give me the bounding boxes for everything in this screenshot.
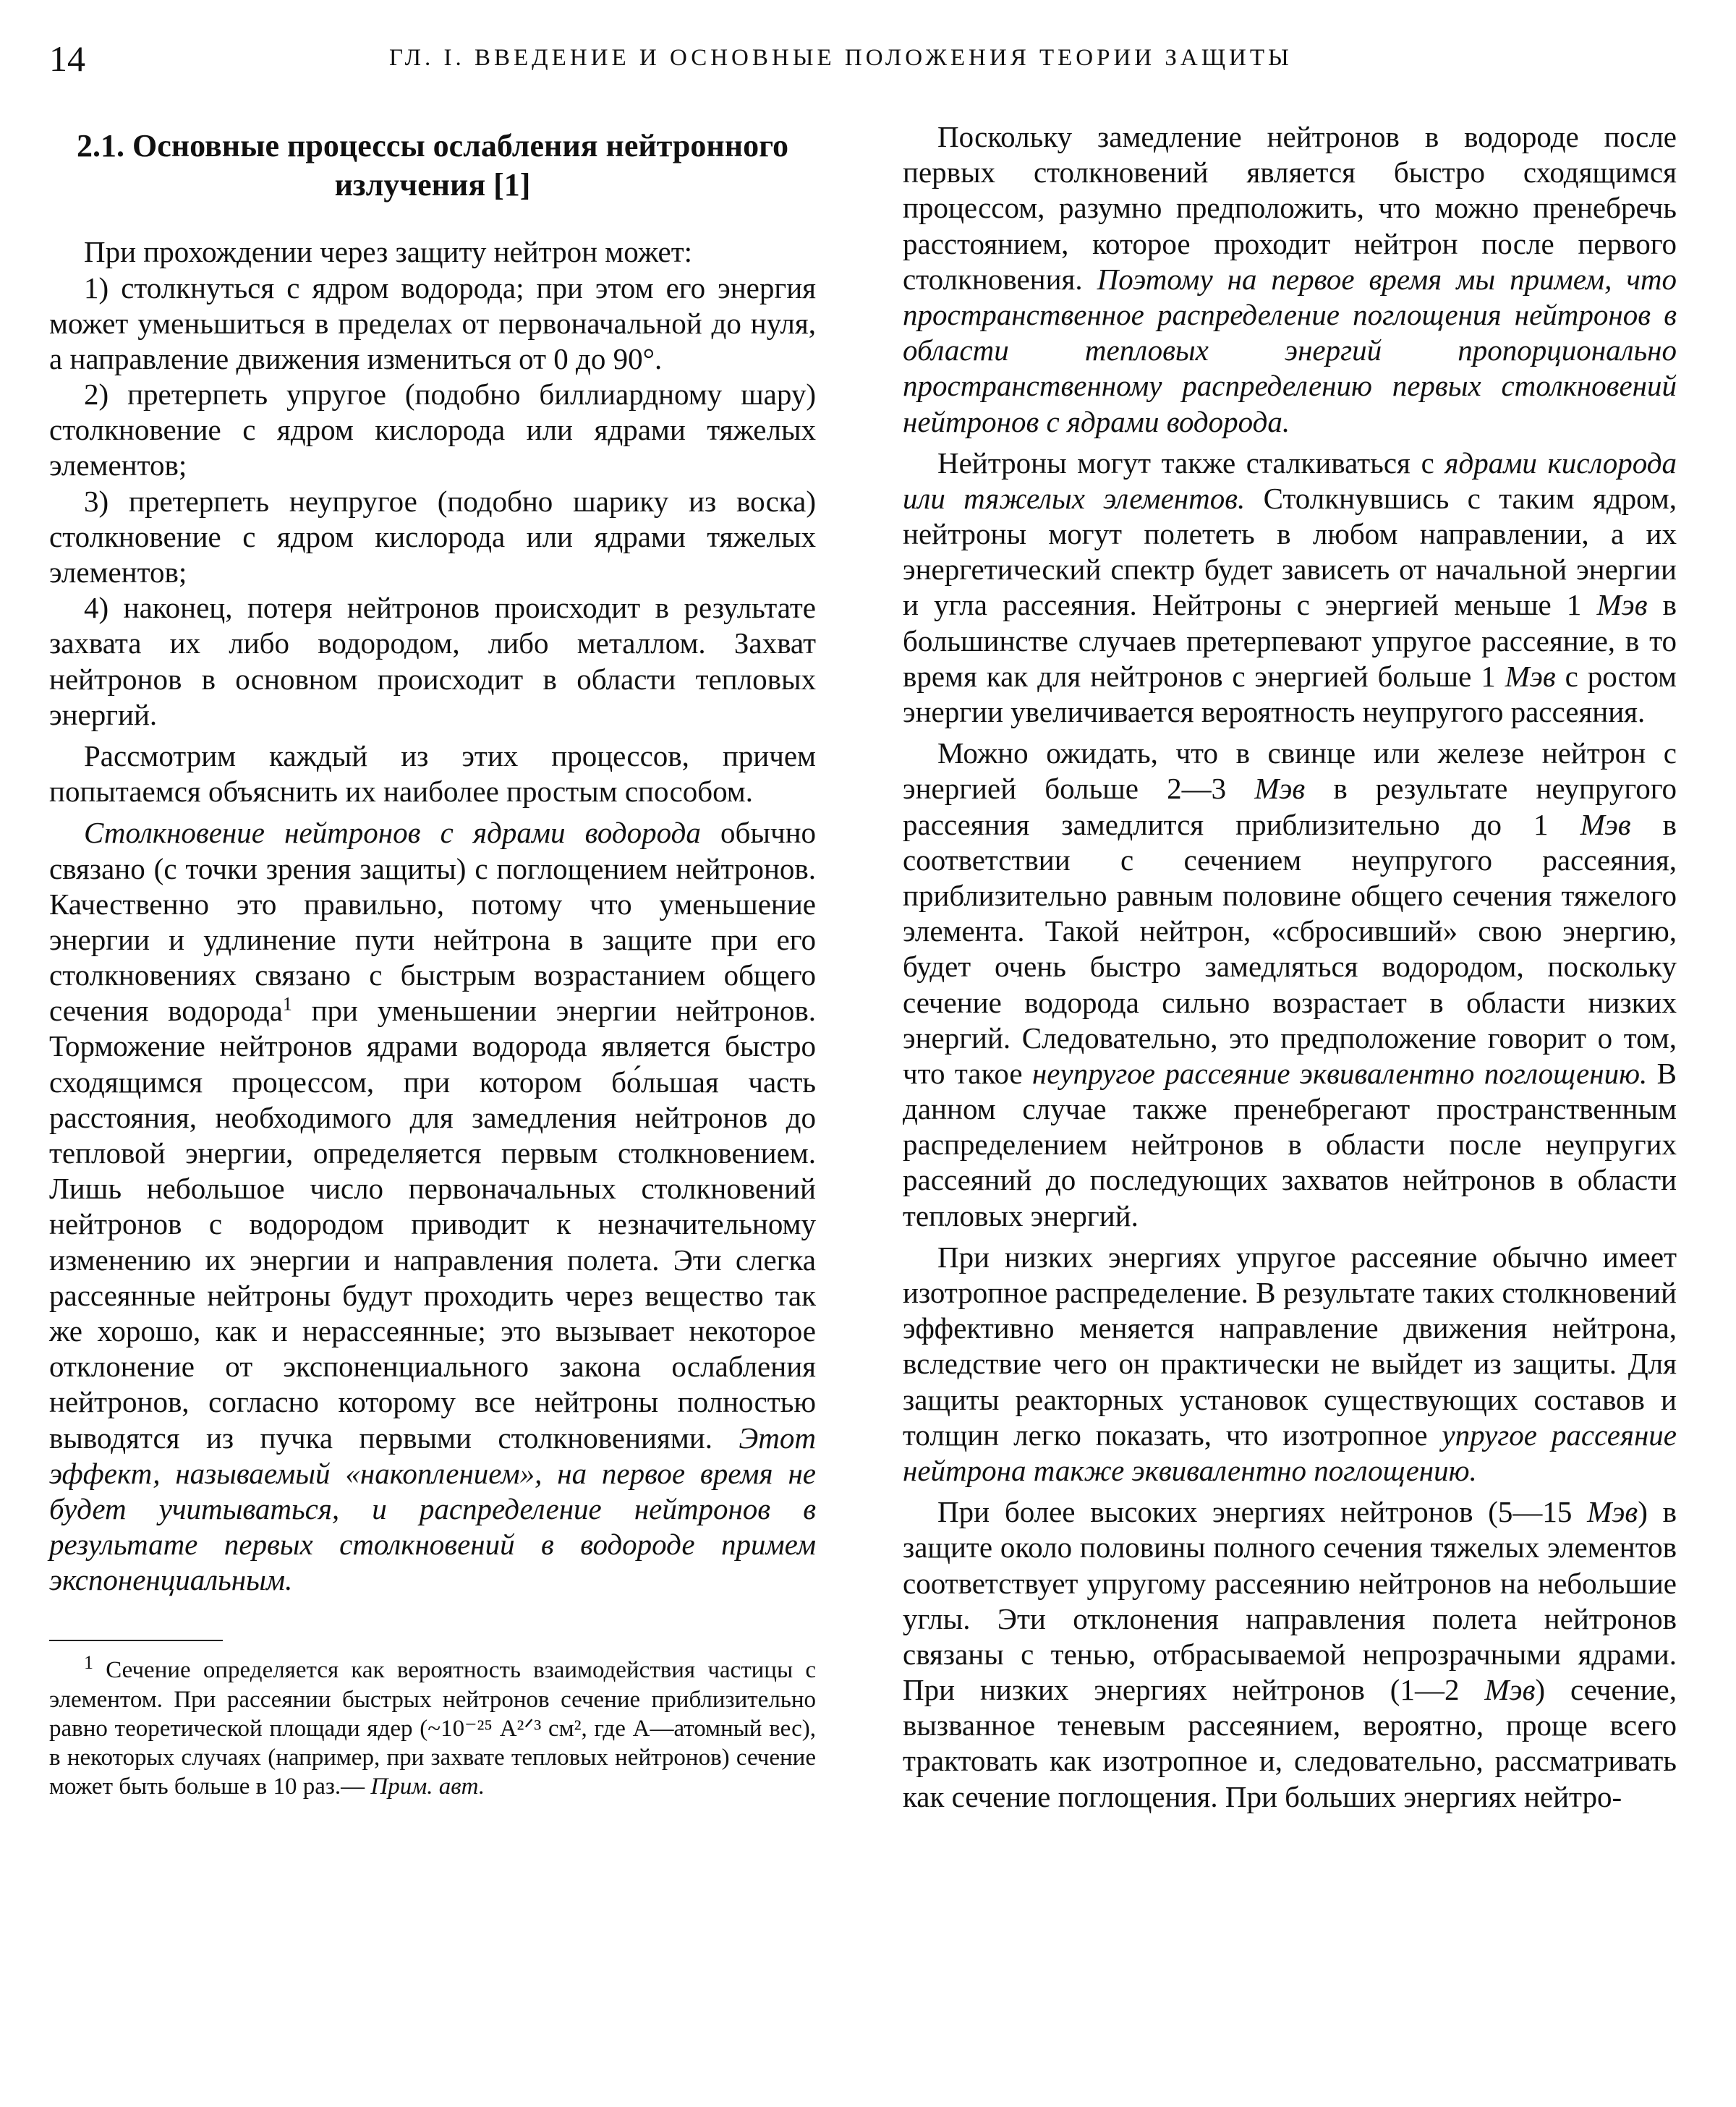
footnote-text: Сечение определяется как вероятность взаимодействия частицы с элементом. При рассеянии быстрых нейтронов сечение приблизительно равно теоретической площади ядер (~10⁻²⁵ A²ᐟ³ см², где A—атомный вес), в некоторых случаях (например, при захвате тепловых нейтронов) сечение может быть больше в 10 раз.— xyxy=(49,1657,816,1800)
italic-text: неупругое рассеяние эквивалентно поглощению. xyxy=(1031,1056,1648,1090)
text-run: При более высоких энергиях нейтронов (5—15 xyxy=(937,1495,1588,1529)
paragraph-hydrogen-collision xyxy=(49,815,816,1598)
text-run: Столкнувшись с таким ядром, нейтроны могут полететь в любом направлении, а их энергетический спектр будет зависеть от начальной энергии и угла рассеяния. Нейтроны с энергией меньше 1 xyxy=(903,481,1677,622)
text-run: ) сечение, вызванное теневым рассеянием, вероятно, проще всего трактовать как изотропное и, следовательно, рассматривать как сечение поглощения. При больших энергиях нейтро- xyxy=(903,1673,1677,1813)
text-run: с ростом энергии увеличивается вероятность неупругого рассеяния. xyxy=(903,659,1677,728)
paragraph-heavy-nuclei xyxy=(903,446,1677,731)
italic-text: Поэтому на первое время мы примем, что пространственное распределение поглощения нейтронов в области тепловых энергий пропорционально пространственному распределению первых столкновений нейтронов с ядрами водорода. xyxy=(903,262,1677,438)
paragraph-high-energy xyxy=(903,1494,1677,1815)
italic-term: Столкновение нейтронов с ядрами водорода xyxy=(84,816,701,850)
text-run: при уменьшении энергии нейтронов. Торможение нейтронов ядрами водорода является быстро сходящимся процессом, при котором бо́льшая часть расстояния, необходимого для замедления нейтронов до тепловой энергии, определяется первым столкновением. Лишь небольшое число первоначальных столкновений нейтронов с водородом приводит к незначительному изменению их энергии и направления полета. Эти слегка рассеянные нейтроны будут проходить через вещество так же хорошо, как и нерассеянные; это вызывает некоторое отклонение от экспоненциального закона ослабления нейтронов, согласно которому все нейтроны полностью выводятся из пучка первыми столкновениями. xyxy=(49,994,817,1455)
text-run: В данном случае также пренебрегают пространственным распределением нейтронов в области после неупругих рассеяний до последующих захватов нейтронов в области тепловых энергий. xyxy=(903,1056,1677,1233)
unit-label: Мэв xyxy=(1254,772,1306,806)
text-run: в соответствии с сечением неупругого рассеяния, приблизительно равным половине общего сечения тяжелого элемента. Такой нейтрон, «сбросивший» свою энергию, будет очень быстро замедляться водородом, поскольку сечение водорода сильно возрастает в области низких энергий. Следовательно, это предположение говорит о том, что такое xyxy=(903,807,1677,1090)
text-run: При низких энергиях упругое рассеяние обычно имеет изотропное распределение. В результате таких столкновений эффективно меняется направление движения нейтрона, вследствие чего он практически не выйдет из защиты. Для защиты реакторных установок существующих составов и толщин легко показать, что изотропное xyxy=(903,1240,1677,1452)
footnote-signature: Прим. авт. xyxy=(370,1774,485,1800)
footnote-reference: 1 xyxy=(282,993,292,1015)
unit-label: Мэв xyxy=(1587,1495,1638,1529)
unit-label: Мэв xyxy=(1580,807,1631,841)
paragraph-intro: При прохождении через защиту нейтрон может: xyxy=(84,235,693,269)
italic-text: Этот эффект, называемый «накоплением», на первое время не будет учитываться, и распределение нейтронов в результате первых столкновений в водороде примем экспоненциальным. xyxy=(49,1421,816,1597)
text-run: обычно связано (с точки зрения защиты) с поглощением нейтронов. Качественно это правильно, потому что уменьшение энергии и удлинение пути нейтрона в защите при его столкновениях связано с быстрым возрастанием общего сечения водорода xyxy=(49,816,817,1028)
footnote-number: 1 xyxy=(84,1652,93,1674)
italic-text: упругое рассеяние нейтрона также эквивалентно поглощению. xyxy=(903,1418,1677,1487)
text-run: ) в защите около половины полного сечения тяжелых элементов соответствует упругому рассеянию нейтронов на небольшие углы. Эти отклонения направления полета нейтронов связаны с тенью, отбрасываемой непрозрачными ядрами. При низких энергиях нейтронов (1—2 xyxy=(903,1495,1677,1707)
text-run: Нейтроны могут также сталкиваться с xyxy=(937,446,1445,480)
right-column xyxy=(903,119,1677,1815)
unit-label: Мэв xyxy=(1596,588,1648,622)
text-run: в результате неупругого рассеяния замедлится приблизительно до 1 xyxy=(903,772,1677,841)
chapter-title: ГЛ. I. ВВЕДЕНИЕ И ОСНОВНЫЕ ПОЛОЖЕНИЯ ТЕОРИИ ЗАЩИТЫ xyxy=(389,45,1293,71)
text-run: Можно ожидать, что в свинце или железе нейтрон с энергией больше 2—3 xyxy=(903,736,1677,806)
paragraph-slowing xyxy=(903,119,1677,440)
list-item-1: 1) столкнуться с ядром водорода; при этом его энергия может уменьшиться в пределах от первоначальной до нуля, а направление движения измениться от 0 до 90°. xyxy=(49,271,816,375)
paragraph-consider: Рассмотрим каждый из этих процессов, причем попытаемся объяснить их наиболее простым способом. xyxy=(49,738,816,809)
paragraph-low-energy xyxy=(903,1240,1677,1489)
text-run: Поскольку замедление нейтронов в водороде после первых столкновений является быстро сходящимся процессом, разумно предположить, что можно пренебречь расстоянием, которое проходит нейтрон после первого столкновения. xyxy=(903,120,1677,296)
list-item-4: 4) наконец, потеря нейтронов происходит в результате захвата их либо водородом, либо металлом. Захват нейтронов в основном происходит в области тепловых энергий. xyxy=(49,591,816,731)
footnote xyxy=(49,1652,816,1801)
list-item-2: 2) претерпеть упругое (подобно биллиардному шару) столкновение с ядром кислорода или ядрами тяжелых элементов; xyxy=(49,378,816,482)
list-item-3: 3) претерпеть неупругое (подобно шарику из воска) столкновение с ядром кислорода или ядрами тяжелых элементов; xyxy=(49,484,816,589)
footnote-divider xyxy=(49,1640,223,1641)
unit-label: Мэв xyxy=(1484,1673,1536,1707)
text-run: в большинстве случаев претерпевают упругое рассеяние, в то время как для нейтронов с энергией больше 1 xyxy=(903,588,1677,693)
page-number: 14 xyxy=(49,38,85,79)
running-head xyxy=(49,38,1687,81)
left-column xyxy=(49,119,816,1802)
italic-text: ядрами кислорода или тяжелых элементов. xyxy=(903,446,1677,515)
section-heading: 2.1. Основные процессы ослабления нейтронного излучения [1] xyxy=(77,128,788,203)
paragraph-lead-iron xyxy=(903,736,1677,1234)
unit-label: Мэв xyxy=(1505,659,1556,693)
